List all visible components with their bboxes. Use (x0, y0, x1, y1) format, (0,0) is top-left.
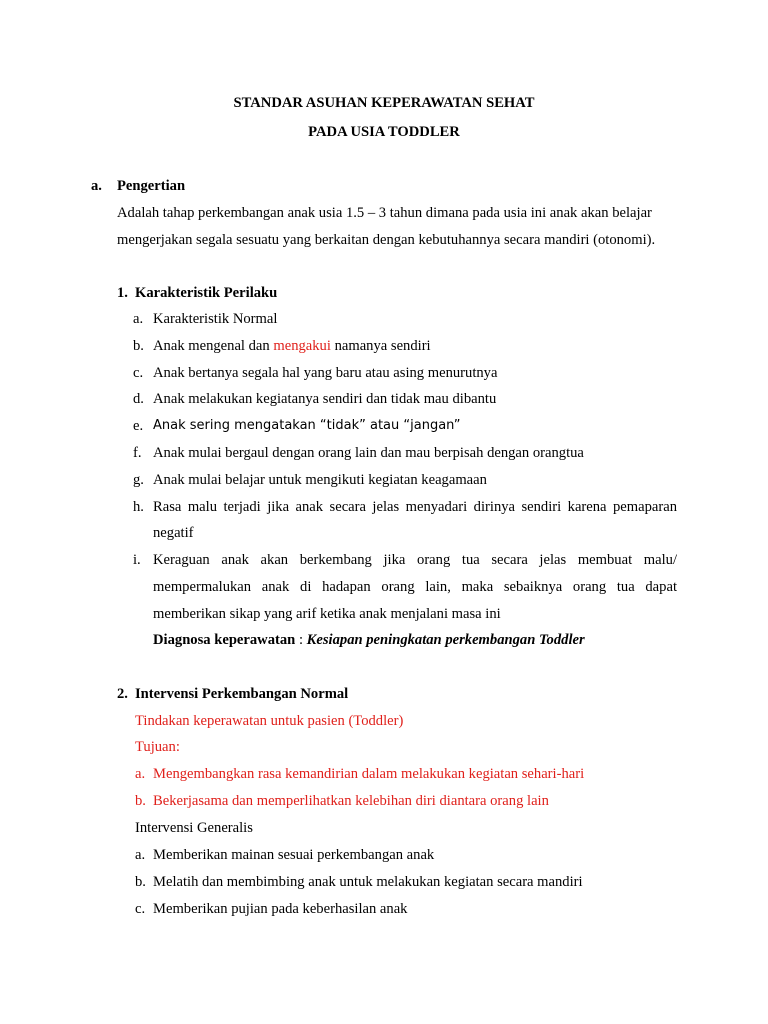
section-a-heading: Pengertian (117, 178, 186, 194)
list-item: Anak mulai belajar untuk mengikuti kegiatan keagamaan (153, 472, 487, 488)
intervention-marker: b. (135, 874, 146, 890)
list-item: Karakteristik Normal (153, 311, 278, 327)
list-marker: f. (133, 445, 142, 461)
intervention-marker: a. (135, 847, 146, 863)
diagnosis-line (153, 631, 585, 649)
list-marker: b. (133, 338, 144, 354)
list-item: Rasa malu terjadi jika anak secara jelas menyadari dirinya sendiri karena pemaparan (153, 499, 677, 515)
list-item (153, 337, 431, 355)
list-marker: i. (133, 552, 141, 568)
goal-item: Mengembangkan rasa kemandirian dalam melakukan kegiatan sehari-hari (153, 766, 585, 782)
goal-marker: b. (135, 793, 146, 809)
goal-label: Tujuan: (135, 739, 180, 755)
list-item: Anak bertanya segala hal yang baru atau asing menurutnya (153, 365, 498, 381)
list-item: Keraguan anak akan berkembang jika orang tua secara jelas membuat malu/ (153, 552, 677, 568)
list-item-continuation: memberikan sikap yang arif ketika anak menjalani masa ini (153, 606, 501, 622)
intervention-item: Melatih dan membimbing anak untuk melakukan kegiatan secara mandiri (153, 874, 583, 890)
list-item-continuation: mempermalukan anak di hadapan orang lain, maka sebaiknya orang tua dapat (153, 579, 677, 595)
list-marker: e. (133, 418, 144, 434)
list-item-text: Anak mengenal dan (153, 338, 274, 354)
list-item-continuation: negatif (153, 525, 194, 541)
list-marker: d. (133, 391, 144, 407)
section-2-heading: Intervensi Perkembangan Normal (135, 686, 349, 702)
section-1-marker: 1. (117, 285, 128, 301)
document-title: STANDAR ASUHAN KEPERAWATAN SEHAT (233, 95, 535, 111)
diagnosis-separator: : (295, 632, 307, 648)
general-intervention-label: Intervensi Generalis (135, 820, 253, 836)
goal-marker: a. (135, 766, 146, 782)
section-a-line-2: mengerjakan segala sesuatu yang berkaitan dengan kebutuhannya secara mandiri (otonomi). (117, 232, 656, 248)
document-subtitle: PADA USIA TODDLER (308, 124, 460, 140)
nursing-action-line: Tindakan keperawatan untuk pasien (Toddler) (135, 713, 404, 729)
intervention-item: Memberikan pujian pada keberhasilan anak (153, 901, 408, 917)
list-item: Anak sering mengatakan “tidak” atau “jangan” (153, 418, 461, 433)
intervention-marker: c. (135, 901, 146, 917)
list-marker: a. (133, 311, 144, 327)
diagnosis-value: Kesiapan peningkatan perkembangan Toddler (306, 632, 585, 648)
section-a-marker: a. (91, 178, 102, 194)
list-marker: c. (133, 365, 144, 381)
list-item-text: namanya sendiri (330, 338, 431, 354)
list-item: Anak mulai bergaul dengan orang lain dan mau berpisah dengan orangtua (153, 445, 584, 461)
list-marker: h. (133, 499, 144, 515)
section-a-line-1: Adalah tahap perkembangan anak usia 1.5 – 3 tahun dimana pada usia ini anak akan belajar (117, 205, 652, 221)
section-1-heading: Karakteristik Perilaku (135, 285, 278, 301)
diagnosis-label: Diagnosa keperawatan (153, 632, 296, 648)
goal-item: Bekerjasama dan memperlihatkan kelebihan diri diantara orang lain (153, 793, 549, 809)
intervention-item: Memberikan mainan sesuai perkembangan anak (153, 847, 435, 863)
list-item: Anak melakukan kegiatanya sendiri dan tidak mau dibantu (153, 391, 497, 407)
highlighted-word: mengakui (273, 338, 331, 354)
section-2-marker: 2. (117, 686, 128, 702)
list-marker: g. (133, 472, 144, 488)
